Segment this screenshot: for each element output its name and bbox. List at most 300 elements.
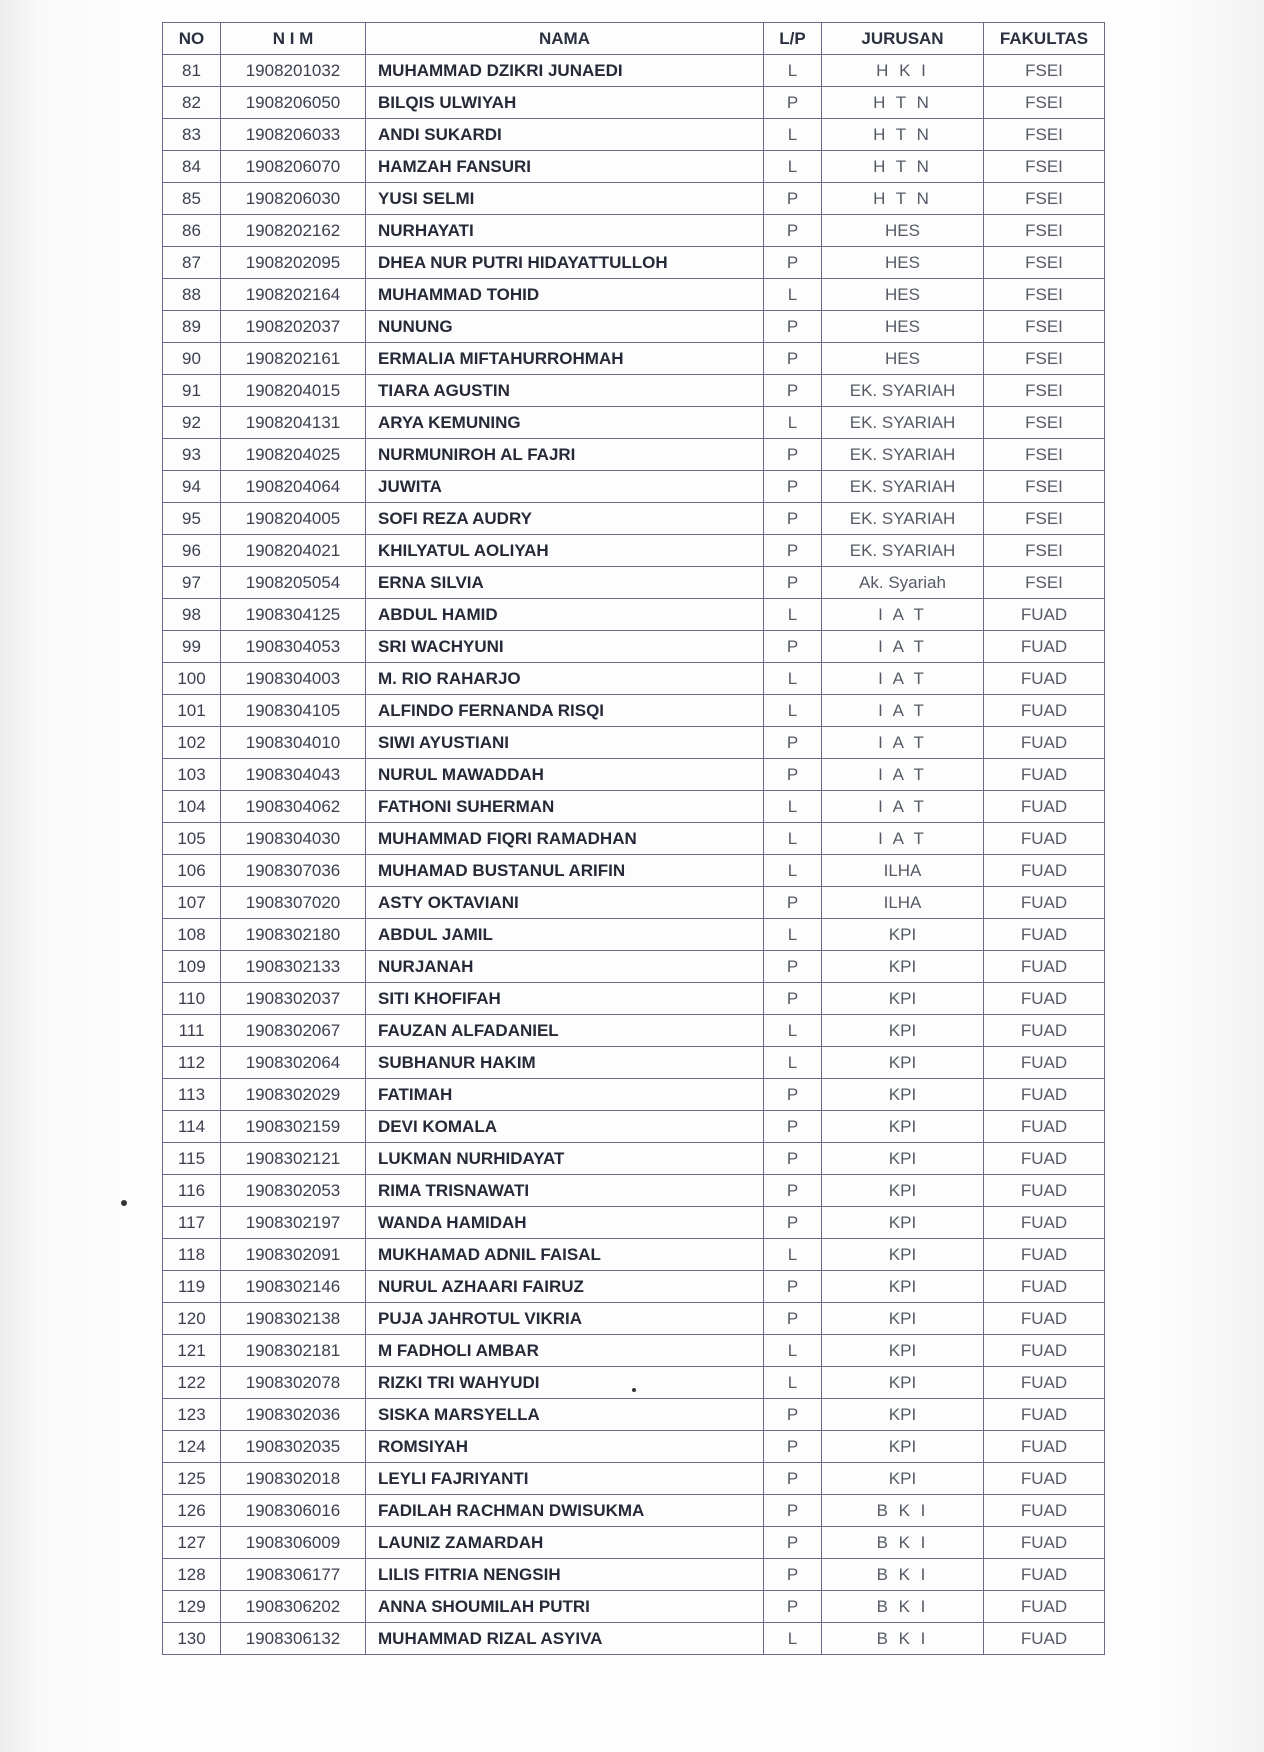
cell-no: 103: [163, 759, 221, 791]
cell-nama: ARYA KEMUNING: [366, 407, 764, 439]
cell-jurusan: HES: [822, 343, 984, 375]
cell-fakultas: FUAD: [984, 791, 1105, 823]
cell-jurusan: I A T: [822, 727, 984, 759]
table-row: [163, 663, 1105, 695]
cell-fakultas: FSEI: [984, 247, 1105, 279]
cell-nim: 1908204064: [221, 471, 366, 503]
cell-lp: P: [764, 471, 822, 503]
cell-fakultas: FSEI: [984, 503, 1105, 535]
table-row: [163, 279, 1105, 311]
cell-fakultas: FSEI: [984, 567, 1105, 599]
cell-no: 99: [163, 631, 221, 663]
cell-no: 115: [163, 1143, 221, 1175]
cell-fakultas: FSEI: [984, 375, 1105, 407]
cell-fakultas: FUAD: [984, 1367, 1105, 1399]
table-row: [163, 535, 1105, 567]
cell-nim: 1908202037: [221, 311, 366, 343]
table-row: [163, 439, 1105, 471]
cell-lp: P: [764, 535, 822, 567]
cell-no: 116: [163, 1175, 221, 1207]
cell-nim: 1908302053: [221, 1175, 366, 1207]
cell-lp: L: [764, 1239, 822, 1271]
cell-jurusan: KPI: [822, 1335, 984, 1367]
cell-fakultas: FSEI: [984, 119, 1105, 151]
cell-fakultas: FUAD: [984, 1495, 1105, 1527]
cell-nama: NURUL MAWADDAH: [366, 759, 764, 791]
cell-no: 107: [163, 887, 221, 919]
table-row: [163, 631, 1105, 663]
cell-jurusan: Ak. Syariah: [822, 567, 984, 599]
table-row: [163, 1527, 1105, 1559]
cell-jurusan: KPI: [822, 1367, 984, 1399]
cell-jurusan: H T N: [822, 183, 984, 215]
cell-jurusan: KPI: [822, 1463, 984, 1495]
cell-no: 112: [163, 1047, 221, 1079]
cell-fakultas: FUAD: [984, 1527, 1105, 1559]
table-row: [163, 1367, 1105, 1399]
cell-nama: NURUL AZHAARI FAIRUZ: [366, 1271, 764, 1303]
cell-jurusan: EK. SYARIAH: [822, 503, 984, 535]
table-row: [163, 983, 1105, 1015]
cell-fakultas: FUAD: [984, 1335, 1105, 1367]
cell-no: 87: [163, 247, 221, 279]
cell-lp: L: [764, 279, 822, 311]
table-row: [163, 727, 1105, 759]
cell-jurusan: KPI: [822, 1015, 984, 1047]
cell-no: 129: [163, 1591, 221, 1623]
header-lp: L/P: [764, 23, 822, 55]
table-row: [163, 599, 1105, 631]
cell-nama: MUKHAMAD ADNIL FAISAL: [366, 1239, 764, 1271]
cell-no: 93: [163, 439, 221, 471]
cell-nama: FAUZAN ALFADANIEL: [366, 1015, 764, 1047]
cell-lp: P: [764, 1591, 822, 1623]
cell-no: 86: [163, 215, 221, 247]
cell-nama: WANDA HAMIDAH: [366, 1207, 764, 1239]
cell-jurusan: ILHA: [822, 887, 984, 919]
cell-no: 111: [163, 1015, 221, 1047]
cell-lp: L: [764, 407, 822, 439]
cell-lp: P: [764, 1303, 822, 1335]
cell-lp: P: [764, 247, 822, 279]
cell-fakultas: FUAD: [984, 823, 1105, 855]
cell-lp: L: [764, 823, 822, 855]
cell-no: 128: [163, 1559, 221, 1591]
cell-fakultas: FUAD: [984, 951, 1105, 983]
cell-nim: 1908302018: [221, 1463, 366, 1495]
cell-nim: 1908304003: [221, 663, 366, 695]
cell-fakultas: FUAD: [984, 887, 1105, 919]
cell-no: 98: [163, 599, 221, 631]
table-row: [163, 87, 1105, 119]
cell-nim: 1908204005: [221, 503, 366, 535]
cell-no: 108: [163, 919, 221, 951]
cell-fakultas: FUAD: [984, 919, 1105, 951]
cell-nim: 1908202162: [221, 215, 366, 247]
cell-no: 85: [163, 183, 221, 215]
cell-nim: 1908204025: [221, 439, 366, 471]
cell-no: 127: [163, 1527, 221, 1559]
table-row: [163, 567, 1105, 599]
cell-nama: TIARA AGUSTIN: [366, 375, 764, 407]
cell-nim: 1908306202: [221, 1591, 366, 1623]
cell-nim: 1908206033: [221, 119, 366, 151]
cell-no: 105: [163, 823, 221, 855]
cell-nama: ERMALIA MIFTAHURROHMAH: [366, 343, 764, 375]
cell-no: 100: [163, 663, 221, 695]
cell-nim: 1908202164: [221, 279, 366, 311]
cell-nim: 1908302138: [221, 1303, 366, 1335]
cell-fakultas: FSEI: [984, 87, 1105, 119]
cell-jurusan: HES: [822, 215, 984, 247]
cell-fakultas: FUAD: [984, 1399, 1105, 1431]
cell-fakultas: FSEI: [984, 535, 1105, 567]
cell-fakultas: FUAD: [984, 1303, 1105, 1335]
cell-fakultas: FUAD: [984, 1207, 1105, 1239]
cell-nim: 1908302037: [221, 983, 366, 1015]
cell-no: 118: [163, 1239, 221, 1271]
cell-nim: 1908205054: [221, 567, 366, 599]
cell-nim: 1908302146: [221, 1271, 366, 1303]
cell-jurusan: KPI: [822, 1239, 984, 1271]
cell-fakultas: FUAD: [984, 1015, 1105, 1047]
cell-no: 126: [163, 1495, 221, 1527]
cell-lp: L: [764, 663, 822, 695]
cell-nim: 1908302121: [221, 1143, 366, 1175]
cell-nama: ROMSIYAH: [366, 1431, 764, 1463]
cell-no: 122: [163, 1367, 221, 1399]
cell-nim: 1908304010: [221, 727, 366, 759]
cell-jurusan: KPI: [822, 1303, 984, 1335]
cell-nim: 1908304043: [221, 759, 366, 791]
cell-jurusan: EK. SYARIAH: [822, 439, 984, 471]
cell-nama: LUKMAN NURHIDAYAT: [366, 1143, 764, 1175]
cell-no: 91: [163, 375, 221, 407]
cell-jurusan: H T N: [822, 151, 984, 183]
cell-fakultas: FUAD: [984, 1111, 1105, 1143]
cell-no: 90: [163, 343, 221, 375]
cell-lp: L: [764, 1047, 822, 1079]
cell-nama: FATHONI SUHERMAN: [366, 791, 764, 823]
cell-jurusan: HES: [822, 279, 984, 311]
cell-lp: P: [764, 1111, 822, 1143]
cell-jurusan: KPI: [822, 1431, 984, 1463]
table-row: [163, 471, 1105, 503]
cell-no: 130: [163, 1623, 221, 1655]
cell-nama: NURMUNIROH AL FAJRI: [366, 439, 764, 471]
cell-jurusan: H T N: [822, 119, 984, 151]
cell-fakultas: FUAD: [984, 1623, 1105, 1655]
cell-nama: ABDUL HAMID: [366, 599, 764, 631]
cell-nim: 1908306177: [221, 1559, 366, 1591]
cell-lp: L: [764, 119, 822, 151]
cell-lp: L: [764, 1623, 822, 1655]
cell-nim: 1908304062: [221, 791, 366, 823]
cell-lp: L: [764, 1335, 822, 1367]
cell-lp: P: [764, 503, 822, 535]
table-row: [163, 311, 1105, 343]
cell-nama: LILIS FITRIA NENGSIH: [366, 1559, 764, 1591]
cell-nama: HAMZAH FANSURI: [366, 151, 764, 183]
cell-no: 102: [163, 727, 221, 759]
cell-nama: RIZKI TRI WAHYUDI: [366, 1367, 764, 1399]
cell-no: 113: [163, 1079, 221, 1111]
cell-jurusan: HES: [822, 247, 984, 279]
scan-speck: [121, 1200, 127, 1206]
cell-lp: P: [764, 631, 822, 663]
cell-jurusan: B K I: [822, 1559, 984, 1591]
cell-nama: SISKA MARSYELLA: [366, 1399, 764, 1431]
cell-fakultas: FSEI: [984, 407, 1105, 439]
table-row: [163, 1239, 1105, 1271]
cell-no: 104: [163, 791, 221, 823]
cell-no: 123: [163, 1399, 221, 1431]
cell-no: 83: [163, 119, 221, 151]
cell-fakultas: FSEI: [984, 439, 1105, 471]
header-fakultas: FAKULTAS: [984, 23, 1105, 55]
cell-nim: 1908201032: [221, 55, 366, 87]
header-jurusan: JURUSAN: [822, 23, 984, 55]
cell-nama: MUHAMMAD DZIKRI JUNAEDI: [366, 55, 764, 87]
cell-nama: SRI WACHYUNI: [366, 631, 764, 663]
cell-fakultas: FUAD: [984, 695, 1105, 727]
table-row: [163, 1303, 1105, 1335]
cell-fakultas: FUAD: [984, 663, 1105, 695]
table-row: [163, 1591, 1105, 1623]
cell-nim: 1908302078: [221, 1367, 366, 1399]
cell-nama: MUHAMMAD RIZAL ASYIVA: [366, 1623, 764, 1655]
cell-jurusan: KPI: [822, 1047, 984, 1079]
table-row: [163, 1463, 1105, 1495]
table-row: [163, 1495, 1105, 1527]
cell-fakultas: FUAD: [984, 599, 1105, 631]
table-row: [163, 1623, 1105, 1655]
cell-nama: DEVI KOMALA: [366, 1111, 764, 1143]
cell-nim: 1908306132: [221, 1623, 366, 1655]
cell-no: 96: [163, 535, 221, 567]
table-row: [163, 343, 1105, 375]
cell-lp: P: [764, 1079, 822, 1111]
cell-jurusan: H K I: [822, 55, 984, 87]
cell-lp: P: [764, 215, 822, 247]
cell-fakultas: FSEI: [984, 151, 1105, 183]
cell-no: 101: [163, 695, 221, 727]
cell-jurusan: KPI: [822, 1175, 984, 1207]
cell-lp: P: [764, 1495, 822, 1527]
cell-nama: SIWI AYUSTIANI: [366, 727, 764, 759]
table-row: [163, 1559, 1105, 1591]
cell-fakultas: FUAD: [984, 631, 1105, 663]
cell-no: 120: [163, 1303, 221, 1335]
cell-lp: P: [764, 983, 822, 1015]
cell-nama: NUNUNG: [366, 311, 764, 343]
cell-no: 106: [163, 855, 221, 887]
cell-jurusan: KPI: [822, 1207, 984, 1239]
cell-nama: ANDI SUKARDI: [366, 119, 764, 151]
cell-jurusan: I A T: [822, 695, 984, 727]
cell-no: 114: [163, 1111, 221, 1143]
table-row: [163, 887, 1105, 919]
cell-nama: MUHAMAD BUSTANUL ARIFIN: [366, 855, 764, 887]
cell-nim: 1908306009: [221, 1527, 366, 1559]
cell-nim: 1908204015: [221, 375, 366, 407]
table-row: [163, 1111, 1105, 1143]
cell-lp: P: [764, 375, 822, 407]
cell-nama: LEYLI FAJRIYANTI: [366, 1463, 764, 1495]
header-nama: NAMA: [366, 23, 764, 55]
table-row: [163, 1431, 1105, 1463]
cell-nim: 1908206070: [221, 151, 366, 183]
cell-lp: P: [764, 1143, 822, 1175]
cell-fakultas: FUAD: [984, 1079, 1105, 1111]
table-row: [163, 1207, 1105, 1239]
table-row: [163, 855, 1105, 887]
cell-nim: 1908206030: [221, 183, 366, 215]
cell-nama: MUHAMMAD FIQRI RAMADHAN: [366, 823, 764, 855]
cell-nama: SITI KHOFIFAH: [366, 983, 764, 1015]
cell-jurusan: KPI: [822, 1271, 984, 1303]
table-row: [163, 503, 1105, 535]
cell-nim: 1908304030: [221, 823, 366, 855]
cell-no: 84: [163, 151, 221, 183]
cell-lp: L: [764, 599, 822, 631]
cell-jurusan: B K I: [822, 1495, 984, 1527]
cell-nama: YUSI SELMI: [366, 183, 764, 215]
cell-lp: P: [764, 1271, 822, 1303]
table-row: [163, 1143, 1105, 1175]
cell-nama: ANNA SHOUMILAH PUTRI: [366, 1591, 764, 1623]
cell-lp: P: [764, 759, 822, 791]
cell-fakultas: FUAD: [984, 1431, 1105, 1463]
cell-no: 94: [163, 471, 221, 503]
cell-no: 121: [163, 1335, 221, 1367]
cell-lp: L: [764, 1015, 822, 1047]
cell-fakultas: FSEI: [984, 183, 1105, 215]
cell-no: 110: [163, 983, 221, 1015]
cell-no: 124: [163, 1431, 221, 1463]
cell-nama: M FADHOLI AMBAR: [366, 1335, 764, 1367]
cell-no: 89: [163, 311, 221, 343]
cell-nama: ALFINDO FERNANDA RISQI: [366, 695, 764, 727]
cell-no: 81: [163, 55, 221, 87]
cell-jurusan: I A T: [822, 663, 984, 695]
cell-nim: 1908302067: [221, 1015, 366, 1047]
cell-nama: DHEA NUR PUTRI HIDAYATTULLOH: [366, 247, 764, 279]
cell-nim: 1908302064: [221, 1047, 366, 1079]
cell-nama: RIMA TRISNAWATI: [366, 1175, 764, 1207]
cell-fakultas: FSEI: [984, 311, 1105, 343]
cell-lp: L: [764, 855, 822, 887]
cell-jurusan: KPI: [822, 983, 984, 1015]
cell-nama: KHILYATUL AOLIYAH: [366, 535, 764, 567]
cell-nama: ABDUL JAMIL: [366, 919, 764, 951]
cell-lp: P: [764, 1399, 822, 1431]
cell-fakultas: FUAD: [984, 1175, 1105, 1207]
cell-jurusan: I A T: [822, 599, 984, 631]
cell-lp: P: [764, 1207, 822, 1239]
cell-nim: 1908304053: [221, 631, 366, 663]
cell-nim: 1908302029: [221, 1079, 366, 1111]
cell-no: 92: [163, 407, 221, 439]
table-row: [163, 247, 1105, 279]
cell-nim: 1908302133: [221, 951, 366, 983]
cell-lp: L: [764, 919, 822, 951]
cell-lp: P: [764, 1431, 822, 1463]
cell-lp: P: [764, 1175, 822, 1207]
cell-nama: FATIMAH: [366, 1079, 764, 1111]
table-row: [163, 1335, 1105, 1367]
cell-fakultas: FSEI: [984, 279, 1105, 311]
cell-nim: 1908302035: [221, 1431, 366, 1463]
table-row: [163, 151, 1105, 183]
cell-nim: 1908304125: [221, 599, 366, 631]
cell-jurusan: KPI: [822, 1143, 984, 1175]
cell-nama: SUBHANUR HAKIM: [366, 1047, 764, 1079]
table-row: [163, 1047, 1105, 1079]
cell-jurusan: KPI: [822, 951, 984, 983]
cell-nim: 1908302091: [221, 1239, 366, 1271]
cell-jurusan: H T N: [822, 87, 984, 119]
cell-jurusan: I A T: [822, 631, 984, 663]
cell-fakultas: FUAD: [984, 727, 1105, 759]
cell-fakultas: FUAD: [984, 1047, 1105, 1079]
cell-lp: P: [764, 183, 822, 215]
cell-nama: PUJA JAHROTUL VIKRIA: [366, 1303, 764, 1335]
cell-fakultas: FSEI: [984, 55, 1105, 87]
cell-lp: P: [764, 1559, 822, 1591]
cell-nama: M. RIO RAHARJO: [366, 663, 764, 695]
table-row: [163, 55, 1105, 87]
table-row: [163, 407, 1105, 439]
cell-jurusan: I A T: [822, 791, 984, 823]
table-row: [163, 1399, 1105, 1431]
cell-no: 117: [163, 1207, 221, 1239]
cell-no: 119: [163, 1271, 221, 1303]
cell-no: 109: [163, 951, 221, 983]
cell-fakultas: FSEI: [984, 343, 1105, 375]
cell-jurusan: EK. SYARIAH: [822, 535, 984, 567]
cell-nama: NURJANAH: [366, 951, 764, 983]
cell-nim: 1908302180: [221, 919, 366, 951]
cell-nama: SOFI REZA AUDRY: [366, 503, 764, 535]
cell-no: 88: [163, 279, 221, 311]
table-row: [163, 215, 1105, 247]
cell-nim: 1908302159: [221, 1111, 366, 1143]
cell-jurusan: KPI: [822, 1111, 984, 1143]
cell-lp: P: [764, 727, 822, 759]
cell-jurusan: EK. SYARIAH: [822, 407, 984, 439]
cell-fakultas: FUAD: [984, 1239, 1105, 1271]
cell-lp: P: [764, 951, 822, 983]
cell-nim: 1908202161: [221, 343, 366, 375]
cell-fakultas: FUAD: [984, 983, 1105, 1015]
cell-nim: 1908307020: [221, 887, 366, 919]
cell-nama: ERNA SILVIA: [366, 567, 764, 599]
student-table: [162, 22, 1105, 1655]
table-row: [163, 1079, 1105, 1111]
cell-nama: LAUNIZ ZAMARDAH: [366, 1527, 764, 1559]
cell-jurusan: HES: [822, 311, 984, 343]
cell-fakultas: FSEI: [984, 215, 1105, 247]
cell-no: 97: [163, 567, 221, 599]
table-row: [163, 1015, 1105, 1047]
table-row: [163, 759, 1105, 791]
cell-lp: P: [764, 887, 822, 919]
cell-nim: 1908304105: [221, 695, 366, 727]
cell-fakultas: FUAD: [984, 1559, 1105, 1591]
cell-nama: FADILAH RACHMAN DWISUKMA: [366, 1495, 764, 1527]
cell-lp: L: [764, 1367, 822, 1399]
